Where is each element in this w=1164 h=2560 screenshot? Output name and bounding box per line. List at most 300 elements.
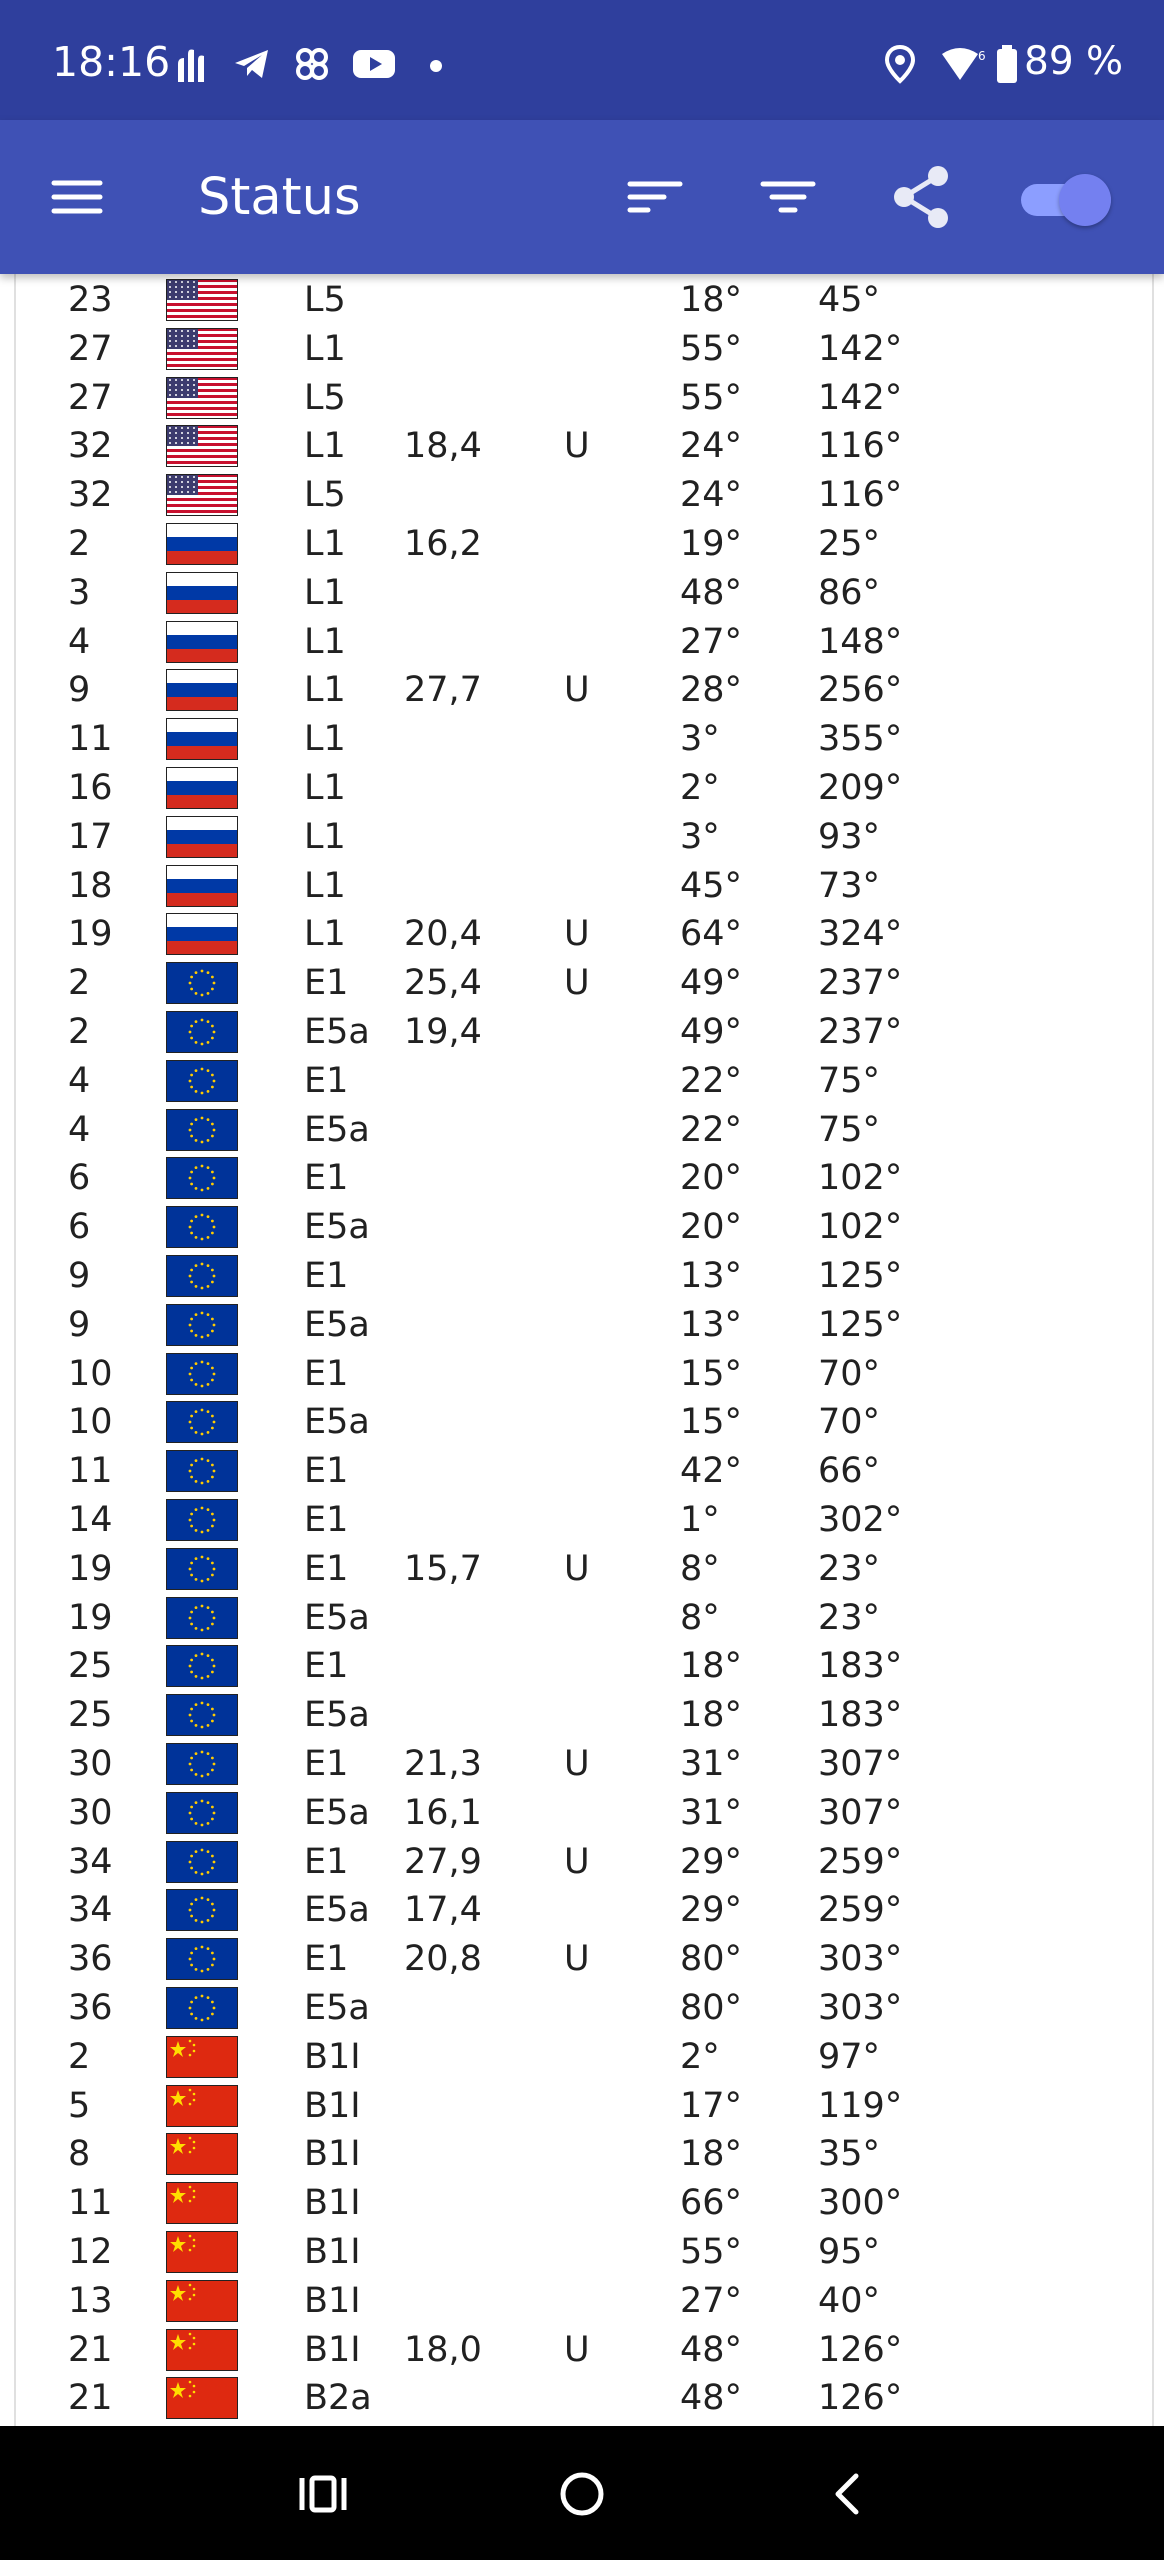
elevation: 13°: [680, 1304, 743, 1345]
eu-flag-icon: [166, 1157, 238, 1199]
eu-flag-icon: [166, 1792, 238, 1834]
signal-band: E5a: [304, 1012, 370, 1052]
hamburger-menu-icon: [40, 160, 114, 234]
china-flag-icon: [166, 2377, 238, 2419]
sort-icon: [618, 160, 692, 234]
satellite-id: 34: [68, 1841, 113, 1882]
satellite-row[interactable]: [16, 422, 1152, 470]
usa-flag-icon: [166, 377, 238, 419]
signal-strength: 15,7: [404, 1548, 482, 1589]
azimuth: 116°: [818, 426, 903, 467]
signal-strength: 21,3: [404, 1744, 482, 1784]
signal-strength: 18,0: [404, 2329, 482, 2370]
battery-level: 89 %: [1024, 39, 1124, 84]
russia-flag-icon: [166, 913, 238, 955]
sort-button[interactable]: [618, 160, 692, 234]
elevation: 22°: [680, 1060, 743, 1101]
china-flag-icon: [166, 2231, 238, 2273]
satellite-id: 19: [68, 914, 113, 955]
signal-band: E5a: [304, 1304, 370, 1345]
eu-flag-icon: [166, 1645, 238, 1687]
elevation: 22°: [680, 1109, 743, 1150]
elevation: 8°: [680, 1597, 720, 1638]
eu-flag-icon: [166, 1450, 238, 1492]
satellite-row[interactable]: [16, 471, 1152, 519]
satellite-row[interactable]: [16, 1594, 1152, 1642]
azimuth: 126°: [818, 2329, 903, 2370]
signal-band: L1: [304, 572, 346, 613]
satellite-id: 23: [68, 280, 113, 320]
signal-band: L1: [304, 621, 346, 662]
signal-strength: 18,4: [404, 426, 482, 467]
eu-flag-icon: [166, 1353, 238, 1395]
satellite-row[interactable]: [16, 1203, 1152, 1251]
signal-band: L1: [304, 524, 346, 564]
usa-flag-icon: [166, 377, 238, 419]
elevation: 27°: [680, 621, 743, 662]
signal-strength: 20,8: [404, 1939, 482, 1980]
satellite-row[interactable]: [16, 1691, 1152, 1739]
elevation: 2°: [680, 768, 720, 808]
signal-band: E5a: [304, 1890, 370, 1931]
satellite-row[interactable]: [16, 1935, 1152, 1983]
russia-flag-icon: [166, 865, 238, 907]
china-flag-icon: [166, 2133, 238, 2175]
satellite-row[interactable]: [16, 764, 1152, 812]
satellite-row[interactable]: [16, 910, 1152, 958]
satellite-row[interactable]: [16, 1984, 1152, 2032]
china-flag-icon: [166, 2231, 238, 2273]
china-flag-icon: [166, 2085, 238, 2127]
eu-flag-icon: [166, 1792, 238, 1834]
satellite-id: 36: [68, 1988, 113, 2028]
azimuth: 25°: [818, 524, 881, 564]
satellite-id: 36: [68, 1939, 113, 1980]
elevation: 45°: [680, 865, 743, 906]
satellite-id: 9: [68, 1304, 91, 1345]
eu-flag-icon: [166, 1450, 238, 1492]
signal-band: E1: [304, 1060, 349, 1101]
used-in-fix-flag: U: [564, 2329, 590, 2370]
eu-flag-icon: [166, 1743, 238, 1785]
location-icon: [880, 44, 920, 84]
eu-flag-icon: [166, 1353, 238, 1395]
satellite-row[interactable]: [16, 813, 1152, 861]
satellite-row[interactable]: [16, 1106, 1152, 1154]
elevation: 8°: [680, 1548, 720, 1589]
usa-flag-icon: [166, 279, 238, 321]
russia-flag-icon: [166, 718, 238, 760]
satellite-row[interactable]: [16, 374, 1152, 422]
eu-flag-icon: [166, 962, 238, 1004]
satellite-id: 34: [68, 1890, 113, 1931]
satellite-id: 25: [68, 1695, 113, 1736]
azimuth: 300°: [818, 2183, 903, 2224]
azimuth: 119°: [818, 2085, 903, 2126]
signal-band: L1: [304, 914, 346, 955]
signal-band: E5a: [304, 1597, 370, 1638]
signal-band: B1I: [304, 2329, 361, 2370]
azimuth: 237°: [818, 1012, 903, 1052]
elevation: 1°: [680, 1500, 720, 1540]
satellite-row[interactable]: [16, 1789, 1152, 1837]
azimuth: 125°: [818, 1256, 903, 1296]
signal-strength: 19,4: [404, 1012, 482, 1052]
china-flag-icon: [166, 2085, 238, 2127]
satellite-row[interactable]: [16, 1057, 1152, 1105]
elevation: 15°: [680, 1402, 743, 1443]
eu-flag-icon: [166, 1743, 238, 1785]
satellite-row[interactable]: [16, 959, 1152, 1007]
satellite-id: 9: [68, 670, 91, 711]
elevation: 80°: [680, 1939, 743, 1980]
elevation: 18°: [680, 1695, 743, 1736]
satellite-id: 5: [68, 2085, 91, 2126]
azimuth: 324°: [818, 914, 903, 955]
satellite-row[interactable]: [16, 618, 1152, 666]
azimuth: 45°: [818, 280, 881, 320]
signal-band: E1: [304, 1256, 349, 1296]
eu-flag-icon: [166, 1548, 238, 1590]
elevation: 27°: [680, 2280, 743, 2321]
satellite-id: 32: [68, 475, 113, 516]
china-flag-icon: [166, 2280, 238, 2322]
elevation: 49°: [680, 963, 743, 1004]
satellite-row[interactable]: [16, 325, 1152, 373]
satellite-id: 12: [68, 2232, 113, 2272]
system-nav-bar: [0, 2426, 1164, 2560]
azimuth: 75°: [818, 1109, 881, 1150]
satellite-id: 9: [68, 1256, 91, 1296]
home-icon: [547, 2458, 617, 2528]
share-icon: [884, 160, 958, 234]
satellite-id: 10: [68, 1402, 113, 1443]
china-flag-icon: [166, 2377, 238, 2419]
signal-band: E1: [304, 1841, 349, 1882]
satellite-id: 4: [68, 621, 91, 662]
elevation: 55°: [680, 2232, 743, 2272]
azimuth: 126°: [818, 2378, 903, 2419]
elevation: 80°: [680, 1988, 743, 2028]
signal-band: B1I: [304, 2280, 361, 2321]
used-in-fix-flag: U: [564, 963, 590, 1004]
azimuth: 148°: [818, 621, 903, 662]
satellite-row[interactable]: [16, 2179, 1152, 2227]
azimuth: 116°: [818, 475, 903, 516]
signal-band: L5: [304, 475, 346, 516]
eu-flag-icon: [166, 962, 238, 1004]
azimuth: 183°: [818, 1695, 903, 1736]
share-button[interactable]: [884, 160, 958, 234]
eu-flag-icon: [166, 1694, 238, 1736]
signal-band: L1: [304, 670, 346, 711]
elevation: 18°: [680, 1646, 743, 1687]
signal-band: E5a: [304, 1207, 370, 1248]
satellite-id: 6: [68, 1207, 91, 1248]
signal-band: E5a: [304, 1695, 370, 1736]
satellite-row[interactable]: [16, 1545, 1152, 1593]
russia-flag-icon: [166, 669, 238, 711]
satellite-id: 2: [68, 524, 91, 564]
eu-flag-icon: [166, 1938, 238, 1980]
signal-strength: 27,7: [404, 670, 482, 711]
signal-band: E1: [304, 1548, 349, 1589]
signal-band: L1: [304, 426, 346, 467]
russia-flag-icon: [166, 621, 238, 663]
elevation: 20°: [680, 1207, 743, 1248]
back-button[interactable]: [812, 2458, 882, 2528]
svg-text:6: 6: [978, 49, 986, 63]
satellite-id: 27: [68, 377, 113, 418]
eu-flag-icon: [166, 1889, 238, 1931]
satellite-id: 6: [68, 1158, 91, 1199]
signal-band: L5: [304, 280, 346, 320]
satellite-row[interactable]: [16, 2082, 1152, 2130]
china-flag-icon: [166, 2182, 238, 2224]
signal-band: B1I: [304, 2183, 361, 2224]
satellite-row[interactable]: [16, 2033, 1152, 2081]
youtube-icon: [352, 44, 396, 84]
satellite-row[interactable]: [16, 2326, 1152, 2374]
usa-flag-icon: [166, 425, 238, 467]
signal-band: B2a: [304, 2378, 372, 2419]
eu-flag-icon: [166, 1597, 238, 1639]
satellite-row[interactable]: [16, 276, 1152, 324]
eu-flag-icon: [166, 1987, 238, 2029]
satellite-row[interactable]: [16, 1447, 1152, 1495]
satellite-row[interactable]: [16, 1838, 1152, 1886]
signal-band: E5a: [304, 1109, 370, 1150]
page-title: Status: [198, 168, 361, 227]
russia-flag-icon: [166, 816, 238, 858]
azimuth: 86°: [818, 572, 881, 613]
azimuth: 35°: [818, 2134, 881, 2175]
elevation: 3°: [680, 816, 720, 857]
elevation: 17°: [680, 2085, 743, 2126]
russia-flag-icon: [166, 669, 238, 711]
satellite-id: 2: [68, 2036, 91, 2077]
eu-flag-icon: [166, 1157, 238, 1199]
elevation: 24°: [680, 426, 743, 467]
signal-band: E5a: [304, 1792, 370, 1833]
satellite-row[interactable]: [16, 2228, 1152, 2276]
elevation: 55°: [680, 328, 743, 369]
signal-band: E5a: [304, 1988, 370, 2028]
satellite-row[interactable]: [16, 715, 1152, 763]
signal-band: B1I: [304, 2036, 361, 2077]
satellite-id: 16: [68, 768, 113, 808]
eu-flag-icon: [166, 1694, 238, 1736]
azimuth: 23°: [818, 1548, 881, 1589]
signal-band: E1: [304, 1353, 349, 1394]
signal-band: L5: [304, 377, 346, 418]
elevation: 19°: [680, 524, 743, 564]
eu-flag-icon: [166, 1255, 238, 1297]
satellite-id: 10: [68, 1353, 113, 1394]
elevation: 3°: [680, 719, 720, 760]
elevation: 20°: [680, 1158, 743, 1199]
satellite-row[interactable]: [16, 1301, 1152, 1349]
china-flag-icon: [166, 2182, 238, 2224]
eu-flag-icon: [166, 1109, 238, 1151]
elevation: 18°: [680, 280, 743, 320]
wifi-6-icon: [940, 44, 986, 84]
elevation: 64°: [680, 914, 743, 955]
signal-band: L1: [304, 328, 346, 369]
satellite-row[interactable]: [16, 1886, 1152, 1934]
recents-button[interactable]: [288, 2458, 358, 2528]
russia-flag-icon: [166, 718, 238, 760]
satellite-row[interactable]: [16, 569, 1152, 617]
eu-flag-icon: [166, 1987, 238, 2029]
azimuth: 209°: [818, 768, 903, 808]
china-flag-icon: [166, 2133, 238, 2175]
satellite-row[interactable]: [16, 2130, 1152, 2178]
used-in-fix-flag: U: [564, 914, 590, 955]
signal-band: E1: [304, 1646, 349, 1687]
filter-button[interactable]: [751, 160, 825, 234]
signal-band: E1: [304, 1744, 349, 1784]
satellite-row[interactable]: [16, 1252, 1152, 1300]
used-in-fix-flag: U: [564, 1841, 590, 1882]
satellite-id: 27: [68, 328, 113, 369]
satellite-row[interactable]: [16, 1350, 1152, 1398]
russia-flag-icon: [166, 767, 238, 809]
satellite-id: 25: [68, 1646, 113, 1687]
signal-band: L1: [304, 816, 346, 857]
satellite-row[interactable]: [16, 2374, 1152, 2422]
used-in-fix-flag: U: [564, 670, 590, 711]
signal-strength: 20,4: [404, 914, 482, 955]
telegram-icon: [232, 44, 272, 84]
azimuth: 303°: [818, 1988, 903, 2028]
eu-flag-icon: [166, 1889, 238, 1931]
elevation: 48°: [680, 2378, 743, 2419]
azimuth: 302°: [818, 1500, 903, 1540]
elevation: 13°: [680, 1256, 743, 1296]
azimuth: 256°: [818, 670, 903, 711]
satellite-list[interactable]: [14, 274, 1154, 2426]
toggle-switch[interactable]: [1021, 170, 1111, 226]
signal-strength: 16,2: [404, 524, 482, 564]
azimuth: 66°: [818, 1451, 881, 1492]
satellite-row[interactable]: [16, 2277, 1152, 2325]
signal-band: E1: [304, 1451, 349, 1492]
satellite-row[interactable]: [16, 1740, 1152, 1788]
azimuth: 23°: [818, 1597, 881, 1638]
azimuth: 259°: [818, 1841, 903, 1882]
satellite-id: 13: [68, 2280, 113, 2321]
usa-flag-icon: [166, 474, 238, 516]
back-icon: [812, 2458, 882, 2528]
home-button[interactable]: [547, 2458, 617, 2528]
azimuth: 70°: [818, 1402, 881, 1443]
satellite-id: 18: [68, 865, 113, 906]
elevation: 49°: [680, 1012, 743, 1052]
battery-icon: [994, 44, 1020, 84]
satellite-id: 2: [68, 1012, 91, 1052]
more-dot-icon: [424, 44, 448, 84]
elevation: 29°: [680, 1841, 743, 1882]
satellite-id: 4: [68, 1060, 91, 1101]
elevation: 42°: [680, 1451, 743, 1492]
eu-flag-icon: [166, 1011, 238, 1053]
signal-band: E1: [304, 963, 349, 1004]
eu-flag-icon: [166, 1401, 238, 1443]
signal-band: B1I: [304, 2085, 361, 2126]
pinwheel-app-icon: [292, 44, 332, 84]
satellite-id: 19: [68, 1548, 113, 1589]
satellite-id: 30: [68, 1792, 113, 1833]
russia-flag-icon: [166, 572, 238, 614]
satellite-row[interactable]: [16, 1398, 1152, 1446]
azimuth: 40°: [818, 2280, 881, 2321]
elevation: 2°: [680, 2036, 720, 2077]
signal-band: E5a: [304, 1402, 370, 1443]
filter-icon: [751, 160, 825, 234]
signal-band: E1: [304, 1939, 349, 1980]
azimuth: 125°: [818, 1304, 903, 1345]
azimuth: 142°: [818, 328, 903, 369]
satellite-id: 19: [68, 1597, 113, 1638]
russia-flag-icon: [166, 523, 238, 565]
satellite-id: 32: [68, 426, 113, 467]
used-in-fix-flag: U: [564, 1744, 590, 1784]
usa-flag-icon: [166, 279, 238, 321]
satellite-row[interactable]: [16, 666, 1152, 714]
elevation: 66°: [680, 2183, 743, 2224]
signal-band: E1: [304, 1500, 349, 1540]
signal-band: L1: [304, 865, 346, 906]
russia-flag-icon: [166, 572, 238, 614]
azimuth: 142°: [818, 377, 903, 418]
satellite-id: 4: [68, 1109, 91, 1150]
eu-flag-icon: [166, 1499, 238, 1541]
russia-flag-icon: [166, 816, 238, 858]
toggle-knob: [1059, 174, 1111, 226]
menu-button[interactable]: [40, 160, 114, 234]
azimuth: 303°: [818, 1939, 903, 1980]
usa-flag-icon: [166, 328, 238, 370]
satellite-row[interactable]: [16, 1496, 1152, 1544]
elevation: 18°: [680, 2134, 743, 2175]
russia-flag-icon: [166, 621, 238, 663]
used-in-fix-flag: U: [564, 1548, 590, 1589]
signal-band: L1: [304, 768, 346, 808]
elevation: 15°: [680, 1353, 743, 1394]
satellite-id: 2: [68, 963, 91, 1004]
satellite-row[interactable]: [16, 1008, 1152, 1056]
satellite-row[interactable]: [16, 862, 1152, 910]
eu-flag-icon: [166, 1060, 238, 1102]
azimuth: 97°: [818, 2036, 881, 2077]
eu-flag-icon: [166, 1645, 238, 1687]
restaurant-delivery-icon: [172, 44, 212, 84]
eu-flag-icon: [166, 1938, 238, 1980]
used-in-fix-flag: U: [564, 1939, 590, 1980]
satellite-row[interactable]: [16, 1154, 1152, 1202]
azimuth: 93°: [818, 816, 881, 857]
azimuth: 75°: [818, 1060, 881, 1101]
elevation: 29°: [680, 1890, 743, 1931]
usa-flag-icon: [166, 474, 238, 516]
satellite-row[interactable]: [16, 1642, 1152, 1690]
azimuth: 73°: [818, 865, 881, 906]
eu-flag-icon: [166, 1304, 238, 1346]
azimuth: 259°: [818, 1890, 903, 1931]
satellite-row[interactable]: [16, 520, 1152, 568]
signal-strength: 25,4: [404, 963, 482, 1004]
